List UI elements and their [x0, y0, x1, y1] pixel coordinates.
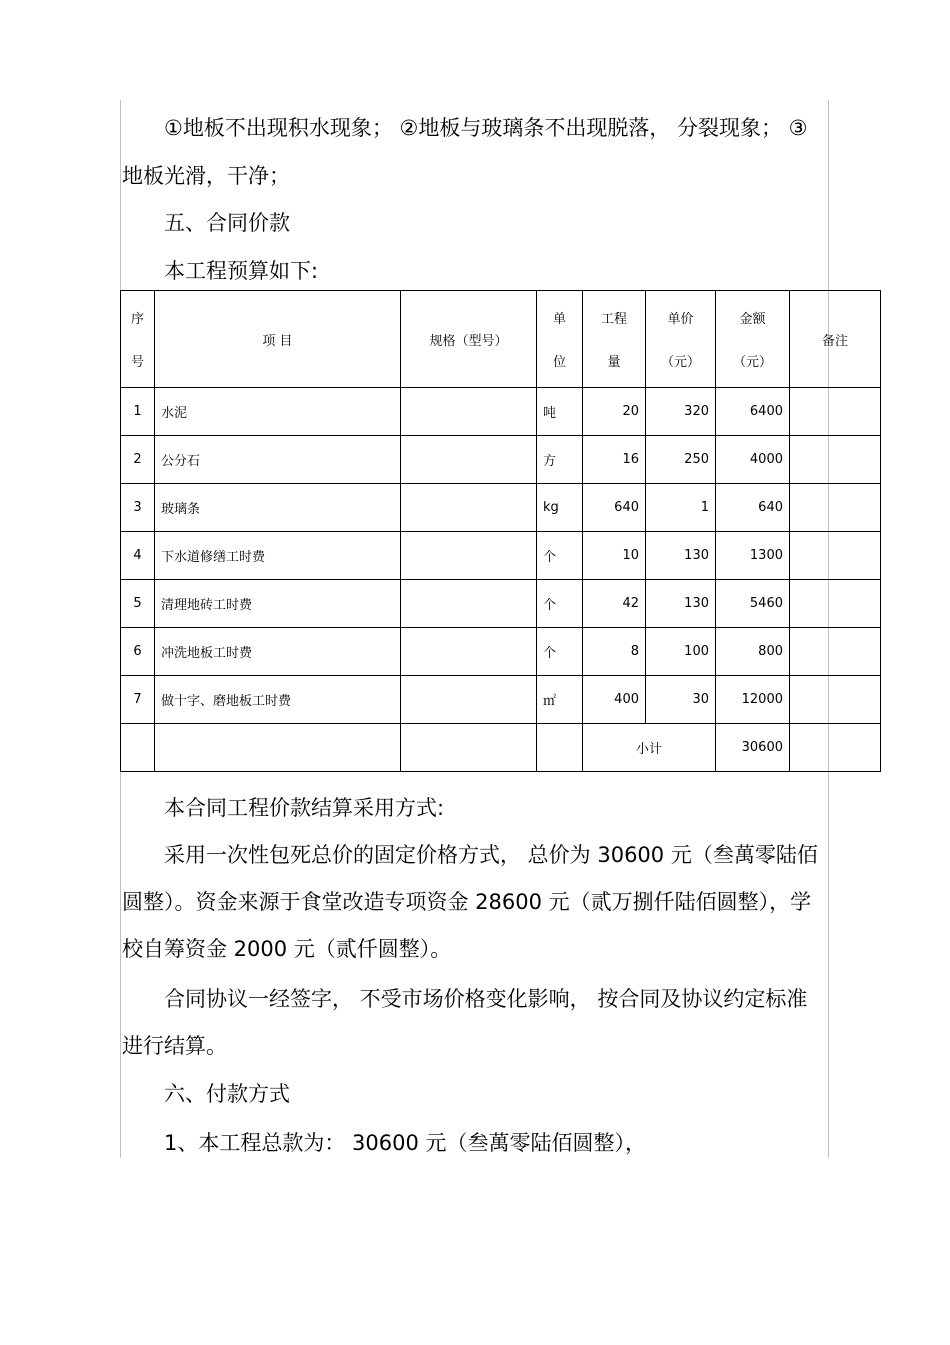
cell-amount: 12000: [716, 676, 790, 724]
cell-amount: 640: [716, 484, 790, 532]
cell-unit: 个: [537, 580, 583, 628]
cell-remark: [790, 436, 881, 484]
table-row: [121, 676, 881, 724]
cell-quantity: 42: [583, 580, 646, 628]
cell-seq: 5: [121, 580, 155, 628]
cell-empty: [155, 724, 401, 772]
header-spec: 规格（型号）: [401, 291, 537, 388]
header-unit-price: 单价 （元）: [646, 291, 716, 388]
cell-unit: 吨: [537, 388, 583, 436]
cell-spec: [401, 628, 537, 676]
paragraph-text: 校自筹资金 2000 元（贰仟圆整）。: [122, 937, 452, 961]
cell-unit: 方: [537, 436, 583, 484]
cell-spec: [401, 436, 537, 484]
paragraph-text: 采用一次性包死总价的固定价格方式， 总价为 30600 元（叁萬零陆佰: [164, 843, 818, 867]
cell-quantity: 8: [583, 628, 646, 676]
cell-empty: [790, 724, 881, 772]
cell-seq: 4: [121, 532, 155, 580]
header-item: 项 目: [155, 291, 401, 388]
header-remark: 备注: [790, 291, 881, 388]
cell-unit-price: 130: [646, 532, 716, 580]
table-row: [121, 628, 881, 676]
cell-quantity: 20: [583, 388, 646, 436]
cell-quantity: 10: [583, 532, 646, 580]
cell-item: 下水道修缮工时费: [155, 532, 401, 580]
cell-remark: [790, 484, 881, 532]
cell-item: 做十字、磨地板工时费: [155, 676, 401, 724]
cell-unit: kg: [537, 484, 583, 532]
cell-remark: [790, 388, 881, 436]
subtotal-value: 30600: [716, 724, 790, 772]
header-seq: 序 号: [121, 291, 155, 388]
paragraph-text: 本合同工程价款结算采用方式:: [164, 796, 445, 820]
paragraph-text: 进行结算。: [122, 1034, 227, 1058]
cell-seq: 1: [121, 388, 155, 436]
section-heading: 六、付款方式: [164, 1082, 290, 1106]
cell-unit: 个: [537, 532, 583, 580]
cell-unit-price: 1: [646, 484, 716, 532]
cell-unit-price: 320: [646, 388, 716, 436]
cell-empty: [401, 724, 537, 772]
cell-amount: 4000: [716, 436, 790, 484]
cell-unit-price: 130: [646, 580, 716, 628]
cell-seq: 3: [121, 484, 155, 532]
section-heading: 五、合同价款: [164, 211, 290, 235]
cell-empty: [121, 724, 155, 772]
cell-item: 水泥: [155, 388, 401, 436]
cell-empty: [537, 724, 583, 772]
paragraph-text: 本工程预算如下:: [164, 259, 319, 283]
cell-quantity: 640: [583, 484, 646, 532]
subtotal-label: 小计: [583, 724, 716, 772]
cell-spec: [401, 580, 537, 628]
cell-seq: 2: [121, 436, 155, 484]
cell-amount: 5460: [716, 580, 790, 628]
cell-unit-price: 100: [646, 628, 716, 676]
cell-amount: 800: [716, 628, 790, 676]
cell-item: 玻璃条: [155, 484, 401, 532]
cell-item: 清理地砖工时费: [155, 580, 401, 628]
cell-spec: [401, 388, 537, 436]
table-row: [121, 484, 881, 532]
cell-spec: [401, 676, 537, 724]
table-header-row: [121, 291, 881, 388]
cell-remark: [790, 580, 881, 628]
table-row: [121, 388, 881, 436]
cell-quantity: 400: [583, 676, 646, 724]
cell-amount: 6400: [716, 388, 790, 436]
subtotal-row: [121, 724, 881, 772]
cell-spec: [401, 484, 537, 532]
cell-seq: 6: [121, 628, 155, 676]
table-row: [121, 532, 881, 580]
header-unit: 单 位: [537, 291, 583, 388]
header-amount: 金额 （元）: [716, 291, 790, 388]
cell-seq: 7: [121, 676, 155, 724]
cell-item: 冲洗地板工时费: [155, 628, 401, 676]
paragraph-text: 合同协议一经签字， 不受市场价格变化影响， 按合同及协议约定标准: [164, 987, 808, 1011]
cell-spec: [401, 532, 537, 580]
cell-remark: [790, 628, 881, 676]
cell-item: 公分石: [155, 436, 401, 484]
cell-unit-price: 250: [646, 436, 716, 484]
table-row: [121, 580, 881, 628]
table-row: [121, 436, 881, 484]
paragraph-text: 地板光滑，干净；: [122, 164, 290, 188]
cell-unit: ㎡: [537, 676, 583, 724]
cell-remark: [790, 532, 881, 580]
cell-quantity: 16: [583, 436, 646, 484]
cell-unit-price: 30: [646, 676, 716, 724]
cell-remark: [790, 676, 881, 724]
header-quantity: 工程 量: [583, 291, 646, 388]
paragraph-text: 圆整）。资金来源于食堂改造专项资金 28600 元（贰万捌仟陆佰圆整），学: [122, 890, 812, 914]
cell-amount: 1300: [716, 532, 790, 580]
cell-unit: 个: [537, 628, 583, 676]
paragraph-text: ①地板不出现积水现象； ②地板与玻璃条不出现脱落， 分裂现象； ③: [164, 116, 808, 140]
paragraph-text: 1、本工程总款为： 30600 元（叁萬零陆佰圆整），: [164, 1131, 647, 1155]
budget-table: [120, 290, 881, 772]
